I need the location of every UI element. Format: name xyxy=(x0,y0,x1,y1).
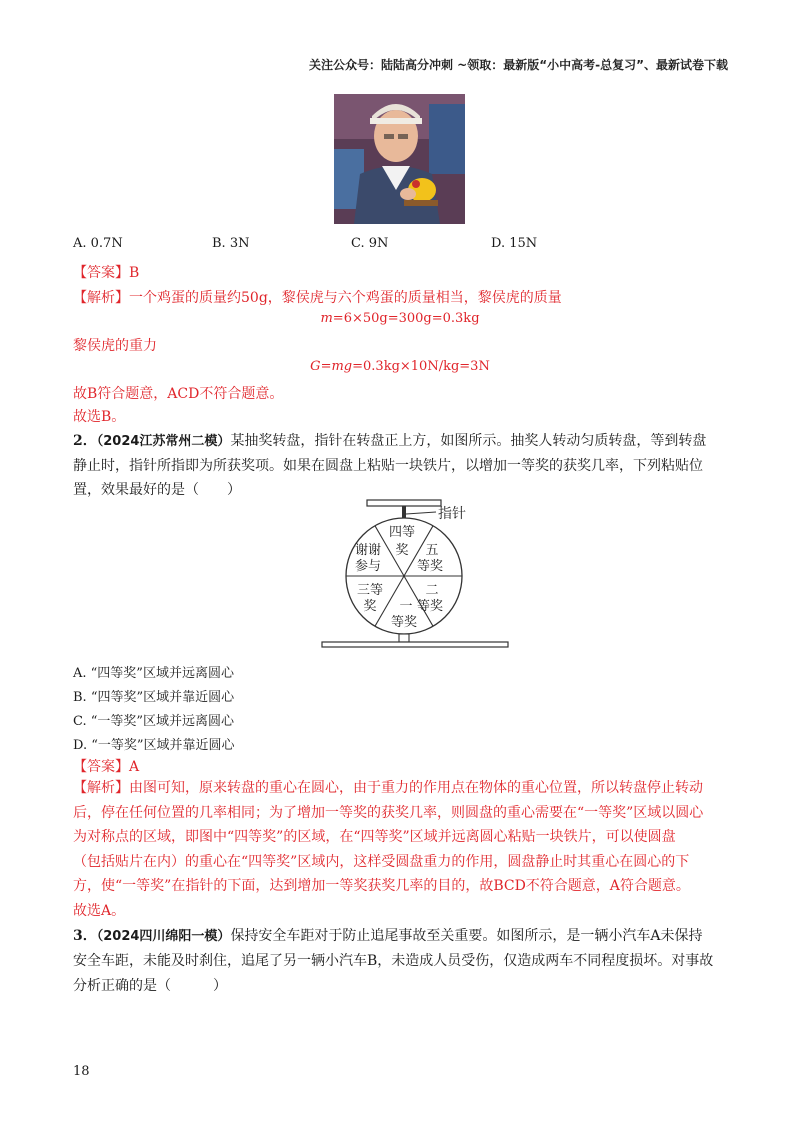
q2-source: （2024江苏常州二模） xyxy=(96,434,231,449)
q2-answer: 【答案】A xyxy=(73,759,140,775)
q2-choose: 故选A。 xyxy=(73,902,126,919)
sector-label-first-2: 等奖 xyxy=(390,615,418,630)
q1-analysis-label: 【解析】 xyxy=(73,290,129,306)
q3-source: （2024四川绵阳一模） xyxy=(96,929,231,944)
q2-option-a: A. “四等奖”区域并远离圆心 xyxy=(73,666,234,681)
q2-analysis-label: 【解析】 xyxy=(73,780,129,796)
q1-analysis-text: 一个鸡蛋的质量约50g，黎侯虎与六个鸡蛋的质量相当，黎侯虎的质量 xyxy=(129,290,562,306)
sector-label-first: 一 xyxy=(399,599,413,614)
sector-label-thanks-2: 参与 xyxy=(354,559,382,574)
sector-label-thanks: 谢谢 xyxy=(354,543,382,558)
q1-option-c: C. 9N xyxy=(351,236,389,251)
sector-label-second-2: 等奖 xyxy=(416,599,444,614)
q3-stem-text1: 保持安全车距对于防止追尾事故至关重要。如图所示，是一辆小汽车A未保持 xyxy=(230,928,703,944)
var-m: m xyxy=(320,311,333,326)
q1-option-d: D. 15N xyxy=(491,236,538,251)
q1-analysis-line1 xyxy=(73,287,562,307)
q2-analysis-line3: 为对称点的区域，即图中“四等奖”的区域，在“四等奖”区域并远离圆心粘贴一块铁片，可以使圆盘 xyxy=(73,829,676,846)
q3-stem-line3: 分析正确的是（ ） xyxy=(73,978,227,994)
q2-option-b: B. “四等奖”区域并靠近圆心 xyxy=(73,690,235,705)
q2-stem-line3: 置，效果最好的是（ ） xyxy=(73,482,241,498)
q2-analysis-text1: 由图可知，原来转盘的重心在圆心，由于重力的作用点在物体的重心位置，所以转盘停止转动 xyxy=(129,780,703,796)
var-g: G xyxy=(310,359,321,374)
formula-mass-rest: =6×50g=300g=0.3kg xyxy=(332,311,480,326)
q1-choose: 故选B。 xyxy=(73,409,126,425)
q3-stem-line1 xyxy=(73,925,703,945)
pointer-leader-line xyxy=(406,512,436,514)
page-header: 关注公众号：陆陆高分冲刺 ~领取：最新版“小中高考-总复习”、最新试卷下载 xyxy=(309,58,728,72)
q2-analysis-line2: 后，停在任何位置的几率相同；为了增加一等奖的获奖几率，则圆盘的重心需要在“一等奖”区域以圆心 xyxy=(73,804,704,821)
q3-stem-line2: 安全车距，未能及时刹住，追尾了另一辆小汽车B，未造成人员受伤，仅造成两车不同程度损坏。对事故 xyxy=(73,953,714,969)
q2-stem-text1: 某抽奖转盘，指针在转盘正上方，如图所示。抽奖人转动匀质转盘，等到转盘 xyxy=(230,433,707,449)
wheel-post xyxy=(399,634,409,642)
q3-number: 3． xyxy=(73,928,97,944)
sector-label-second: 二 xyxy=(425,583,439,598)
pointer-stem xyxy=(402,506,406,518)
formula-eq: = xyxy=(320,359,332,374)
lottery-wheel-figure xyxy=(320,498,510,650)
q2-analysis-line5: 方，使“一等奖”在指针的下面，达到增加一等奖获奖几率的目的，故BCD不符合题意，A符合题意。 xyxy=(73,878,690,895)
sector-label-third-2: 奖 xyxy=(363,599,377,614)
tiger-statue-photo xyxy=(334,94,465,224)
q1-answer: 【答案】B xyxy=(73,265,140,281)
q2-option-c: C. “一等奖”区域并远离圆心 xyxy=(73,714,235,729)
pointer-label: 指针 xyxy=(438,506,466,522)
sector-label-fifth-2: 等奖 xyxy=(416,559,444,574)
sector-label-fourth: 四等 xyxy=(388,525,416,540)
q1-formula-mass xyxy=(0,311,800,326)
wheel-base xyxy=(322,642,508,647)
q1-formula-gravity xyxy=(0,359,800,374)
sector-label-fourth-2: 奖 xyxy=(395,543,409,558)
q2-analysis xyxy=(73,776,733,924)
pointer-bar xyxy=(367,500,441,506)
q2-option-d: D. “一等奖”区域并靠近圆心 xyxy=(73,738,235,753)
q1-gravity-label: 黎侯虎的重力 xyxy=(73,338,157,354)
formula-gravity-rest: =0.3kg×10N/kg=3N xyxy=(352,359,490,374)
q2-stem-line2: 静止时，指针所指即为所获奖项。如果在圆盘上粘贴一块铁片，以增加一等奖的获奖几率，下列粘贴位 xyxy=(73,458,703,474)
q2-stem-line1 xyxy=(73,430,706,450)
sector-label-fifth: 五 xyxy=(425,543,439,558)
q1-option-a: A. 0.7N xyxy=(73,236,123,251)
q2-analysis-line4: （包括贴片在内）的重心在“四等奖”区域内，这样受圆盘重力的作用，圆盘静止时其重心在圆心的下 xyxy=(73,853,690,870)
var-mg: mg xyxy=(331,359,353,374)
q1-conclusion: 故B符合题意，ACD不符合题意。 xyxy=(73,386,284,402)
q1-option-b: B. 3N xyxy=(212,236,250,251)
q2-number: 2． xyxy=(73,433,97,449)
page-number: 18 xyxy=(73,1064,90,1079)
sector-label-third: 三等 xyxy=(356,583,384,598)
q2-analysis-line1 xyxy=(73,776,733,801)
